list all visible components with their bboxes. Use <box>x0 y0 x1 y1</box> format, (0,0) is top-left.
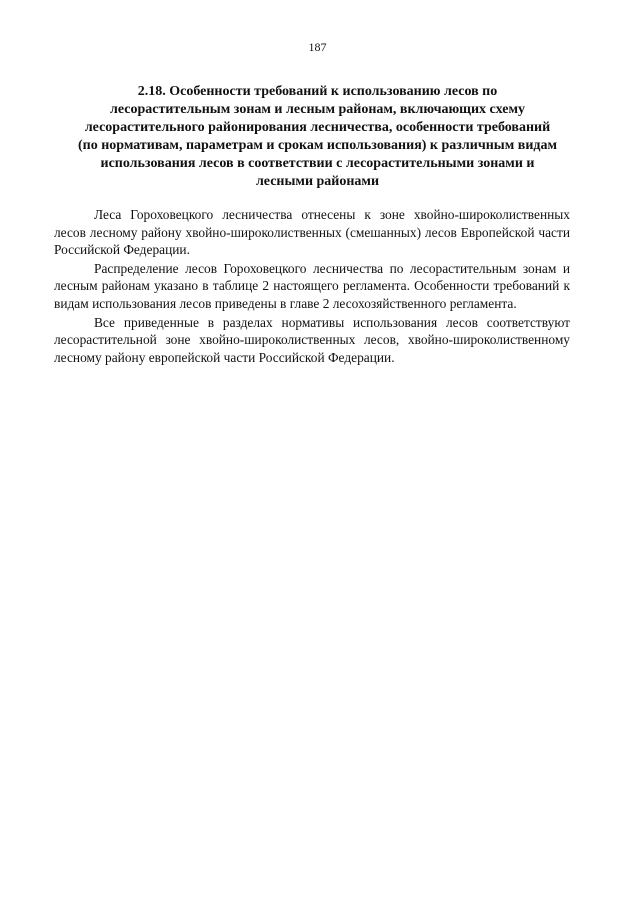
body-text <box>54 206 570 366</box>
paragraph: Распределение лесов Гороховецкого лесничества по лесорастительным зонам и лесным районам указано в таблице 2 настоящего регламента. Особенности требований к видам использования лесов приведены в главе 2 лесохозяйственного регламента. <box>54 260 570 311</box>
paragraph: Все приведенные в разделах нормативы использования лесов соответствуют лесорастительной зоне хвойно-широколиственных лесов, хвойно-широколиственному лесному району европейской части Российской Федерации. <box>54 314 570 365</box>
heading-line: 2.18. Особенности требований к использованию лесов по <box>137 84 498 99</box>
heading-line: лесорастительным зонам и лесным районам, включающих схему <box>110 102 525 117</box>
heading-line: использования лесов в соответствии с лесорастительными зонами и <box>100 156 535 171</box>
heading-line: лесными районами <box>255 174 380 189</box>
heading-line: (по нормативам, параметрам и срокам использования) к различным видам <box>77 138 558 153</box>
paragraph: Леса Гороховецкого лесничества отнесены к зоне хвойно-широколиственных лесов лесному району хвойно-широколиственных (смешанных) лесов Европейской части Российской Федерации. <box>54 207 570 258</box>
heading-line: лесорастительного районирования лесничества, особенности требований <box>84 120 551 135</box>
section-heading <box>55 83 580 191</box>
page-number: 187 <box>308 40 327 54</box>
